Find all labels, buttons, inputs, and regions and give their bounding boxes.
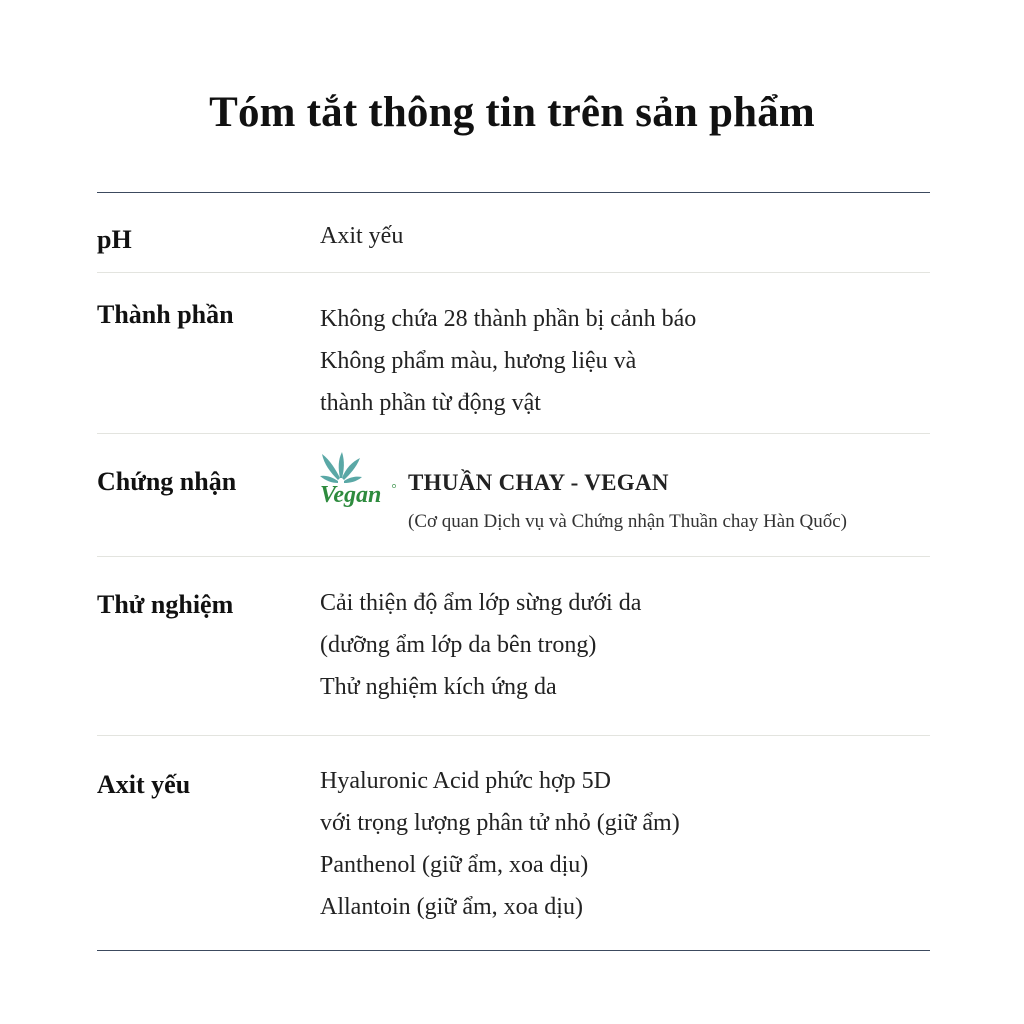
row-divider (97, 735, 930, 736)
certification-organization: (Cơ quan Dịch vụ và Chứng nhận Thuần chay Hàn Quốc) (408, 511, 847, 532)
vegan-logo-text: Vegan (320, 482, 382, 508)
row-label-ph: pH (97, 225, 132, 254)
row-label-weak-acid: Axit yếu (97, 770, 191, 799)
row-label-certification: Chứng nhận (97, 467, 237, 496)
row-divider (97, 433, 930, 434)
row-value-ph (320, 223, 403, 250)
value-line: Cải thiện độ ẩm lớp sừng dưới da (320, 590, 642, 616)
row-divider (97, 556, 930, 557)
value-line: Allantoin (giữ ẩm, xoa dịu) (320, 894, 583, 920)
row-value-weak-acid (320, 760, 680, 928)
value-line: với trọng lượng phân tử nhỏ (giữ ẩm) (320, 810, 680, 836)
table-bottom-divider (97, 950, 930, 951)
page-title: Tóm tắt thông tin trên sản phẩm (209, 89, 815, 136)
value-line: Axit yếu (320, 223, 404, 249)
value-line: thành phần từ động vật (320, 390, 541, 416)
table-top-divider (97, 192, 930, 193)
vegan-logo-icon (318, 450, 398, 512)
row-label-ingredients: Thành phần (97, 300, 234, 329)
value-line: Không chứa 28 thành phần bị cảnh báo (320, 306, 697, 332)
certification-name: THUẦN CHAY - VEGAN (408, 470, 669, 495)
row-value-testing (320, 582, 641, 708)
value-line: Hyaluronic Acid phức hợp 5D (320, 768, 611, 794)
row-divider (97, 272, 930, 273)
value-line: Không phẩm màu, hương liệu và (320, 348, 637, 374)
value-line: Panthenol (giữ ẩm, xoa dịu) (320, 852, 589, 878)
value-line: Thử nghiệm kích ứng da (320, 674, 557, 700)
row-value-ingredients (320, 298, 696, 424)
row-label-testing: Thử nghiệm (97, 590, 234, 619)
value-line: (dưỡng ẩm lớp da bên trong) (320, 632, 597, 658)
